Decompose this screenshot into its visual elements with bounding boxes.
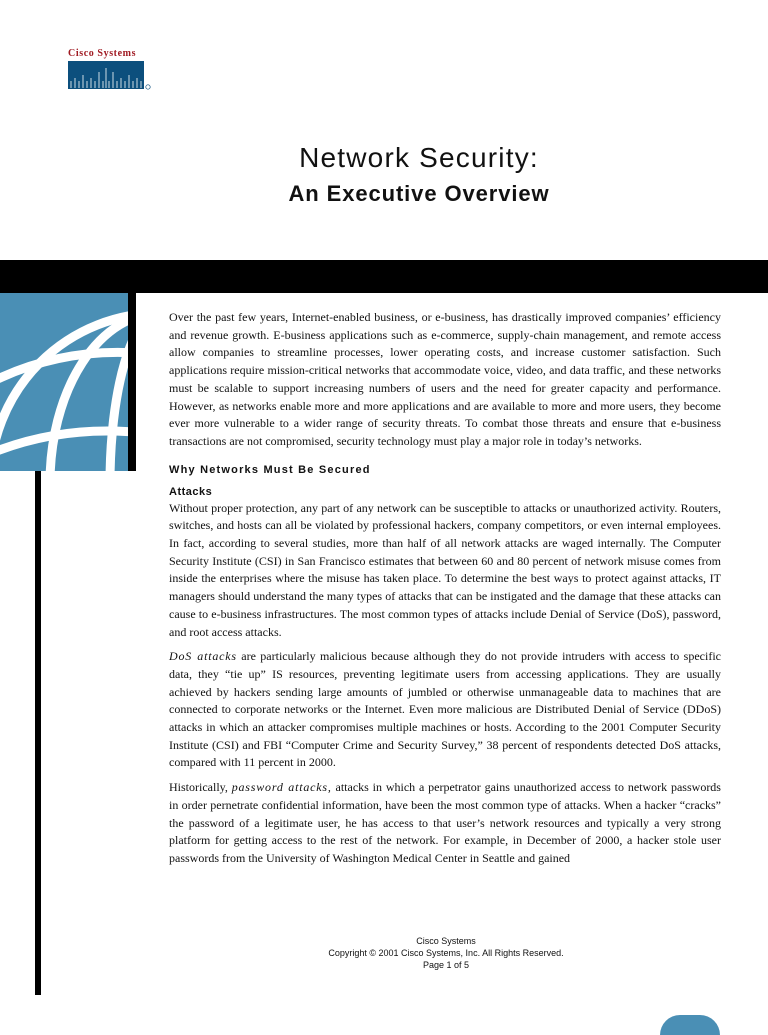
left-margin-rule [35, 471, 41, 995]
password-lead: Historically, [169, 780, 232, 795]
globe-icon [0, 293, 128, 471]
document-body [169, 309, 721, 875]
dos-term: DoS attacks [169, 649, 237, 664]
password-paragraph [169, 779, 721, 868]
title-block [0, 140, 768, 208]
password-text: attacks in which a perpetrator gains unauthorized access to network passwords in order pernetrate confidential information, have been the most common type of attacks. When a hacker “cracks” the password of a legitimate user, he has access to that user’s network resources and typically a very strong platform for getting access to the rest of the network. For example, in December of 2000, a hacker stole user passwords from the University of Washington Medical Center in Seattle and gained [169, 780, 721, 865]
attacks-subheading: Attacks [169, 485, 213, 498]
dos-text: are particularly malicious because although they do not provide intruders with access to specific data, they “tie up” IS resources, preventing legitimate users from accessing applications. They are usually achieved by hackers sending large amounts of jumbled or otherwise unmanageable data to machines that are connected to corporate networks or the Internet. Even more malicious are Distributed Denial of Service (DDoS) attacks in which an attacker compromises multiple machines or hosts. According to the 2001 Computer Security Institute (CSI) and FBI “Computer Crime and Security Survey,” 38 percent of respondents detected DoS attacks, compared with 11 percent in 2000. [169, 649, 721, 770]
password-term: password attacks, [231, 780, 332, 795]
globe-edge-bar [128, 293, 136, 471]
dos-paragraph [169, 648, 721, 772]
attacks-paragraph: Without proper protection, any part of any network can be susceptible to attacks or unauthorized activity. Routers, switches, and hosts can all be violated by professional hackers, company competitors, or even internal employees. In fact, according to several studies, more than half of all network attacks are waged internally. The Computer Security Institute (CSI) in San Francisco estimates that between 60 and 80 percent of network misuse comes from inside the enterprises where the misuse has taken place. To determine the best ways to protect against attacks, IT managers should understand the many types of attacks that can be instigated and the damage that these attacks can cause to e-business infrastructures. The most common types of attacks include Denial of Service (DoS), password, and root access attacks. [169, 500, 721, 639]
intro-paragraph: Over the past few years, Internet-enabled business, or e-business, has drastically improved companies’ efficiency and revenue growth. E-business applications such as e-commerce, supply-chain management, and remote access allow companies to streamline processes, lower operating costs, and increase customer satisfaction. Such applications require mission-critical networks that accommodate voice, video, and data traffic, and these networks must be scalable to support increasing numbers of users and the need for greater capacity and performance. However, as networks enable more and more applications and are available to more and more users, they become ever more vulnerable to a wider range of security threats. To combat those threats and ensure that e-business transactions are not compromised, security technology must play a major role in today’s networks. [169, 310, 721, 448]
logo-wordmark: Cisco Systems [68, 48, 137, 59]
document-title: Network Security: [299, 142, 539, 173]
section-heading: Why Networks Must Be Secured [169, 463, 371, 476]
document-subtitle: An Executive Overview [288, 181, 550, 206]
cisco-logo [68, 48, 152, 92]
footer-copyright: Copyright © 2001 Cisco Systems, Inc. All Rights Reserved. [328, 948, 564, 958]
globe-graphic [0, 293, 128, 471]
footer-page-number: Page 1 of 5 [422, 960, 470, 970]
corner-graphic [660, 1015, 720, 1035]
page-footer [300, 935, 592, 971]
cisco-bridge-logo-icon [68, 61, 152, 91]
header-band [0, 260, 768, 293]
footer-company: Cisco Systems [416, 936, 476, 946]
